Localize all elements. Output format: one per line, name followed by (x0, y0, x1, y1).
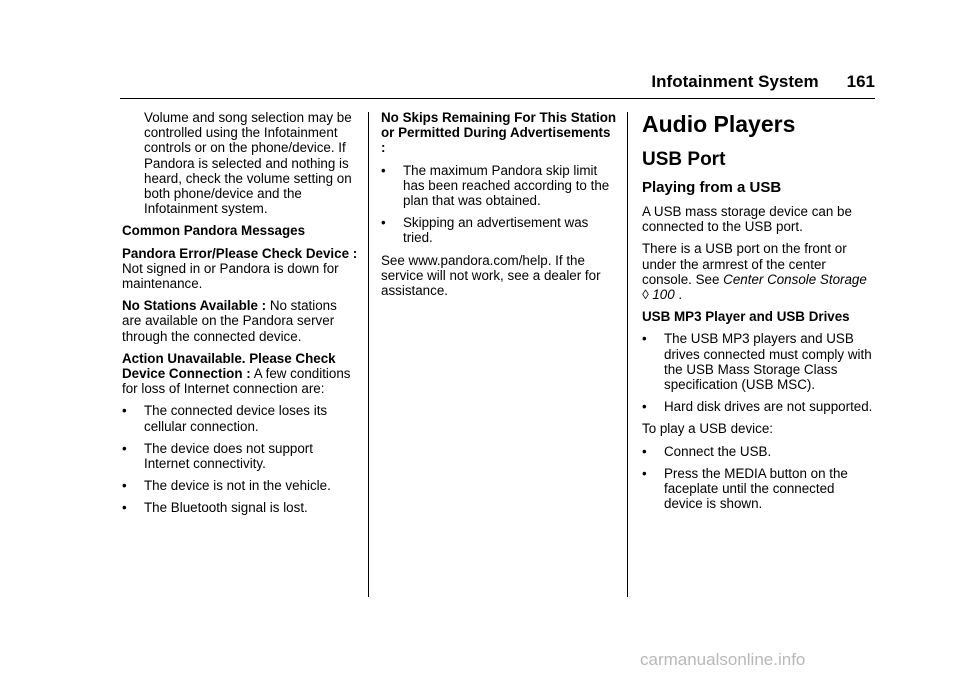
list-item: • The Bluetooth signal is lost. (122, 500, 308, 516)
page-ref-icon: ◊ (642, 287, 649, 303)
watermark: carmanualsonline.info (640, 650, 806, 669)
intro-paragraph: Volume and song selection may be controlled using the Infotainment controls or on the phone/device. If Pandora is selected and nothing is heard, check the volume setting on both phone/device and the Infotainment system. (144, 110, 352, 217)
list-item: • The device is not in the vehicle. (122, 478, 331, 494)
list-item: • The device does not support Internet connectivity. (122, 440, 313, 472)
message-no-stations: No Stations Available : No stations are available on the Pandora server through the connected device. (122, 298, 337, 344)
message-pandora-error: Pandora Error/Please Check Device : Not signed in or Pandora is down for maintenance. (122, 245, 358, 292)
audio-players-heading: Audio Players (642, 111, 796, 137)
console-storage-link[interactable]: Center Console Storage ◊ 100 (642, 271, 867, 303)
message-action-unavailable: Action Unavailable. Please Check Device Connection : A few conditions for loss of Internet connection are: (122, 350, 351, 397)
column-divider-1 (368, 112, 369, 597)
playing-usb-heading: Playing from a USB (642, 179, 782, 196)
usb-paragraph-2: There is a USB port on the front or under the armrest of the center console. See Center Console Storage ◊ 100 . (642, 241, 867, 303)
usb-paragraph-3: To play a USB device: (642, 421, 773, 437)
list-item: • Hard disk drives are not supported. (642, 399, 873, 415)
page-header (120, 72, 875, 98)
column-1 (122, 110, 358, 523)
column-2 (381, 110, 617, 305)
no-skips-heading: No Skips Remaining For This Station or Permitted During Advertisements : (381, 110, 617, 156)
header-rule (120, 98, 875, 99)
page-number: 161 (846, 72, 875, 91)
list-item: • Connect the USB. (642, 443, 772, 459)
usb-port-heading: USB Port (642, 149, 726, 170)
usb-drives-heading: USB MP3 Player and USB Drives (642, 309, 850, 325)
list-item: • The connected device loses its cellular connection. (122, 403, 328, 434)
list-item: • Press the MEDIA button on the faceplate until the connected device is shown. (642, 465, 848, 512)
list-item: • The maximum Pandora skip limit has been reached according to the plan that was obtained. (381, 162, 610, 209)
column-divider-2 (627, 112, 628, 597)
column-3 (642, 110, 876, 518)
list-item: • The USB MP3 players and USB drives connected must comply with the USB Mass Storage Class specification (USB MSC). (642, 331, 872, 393)
messages-heading: Common Pandora Messages (122, 223, 306, 239)
usb-paragraph-1: A USB mass storage device can be connected to the USB port. (642, 204, 852, 235)
help-paragraph: See www.pandora.com/help. If the service will not work, see a dealer for assistance. (381, 252, 601, 299)
section-title: Infotainment System (651, 72, 819, 91)
list-item: • Skipping an advertisement was tried. (381, 215, 589, 246)
